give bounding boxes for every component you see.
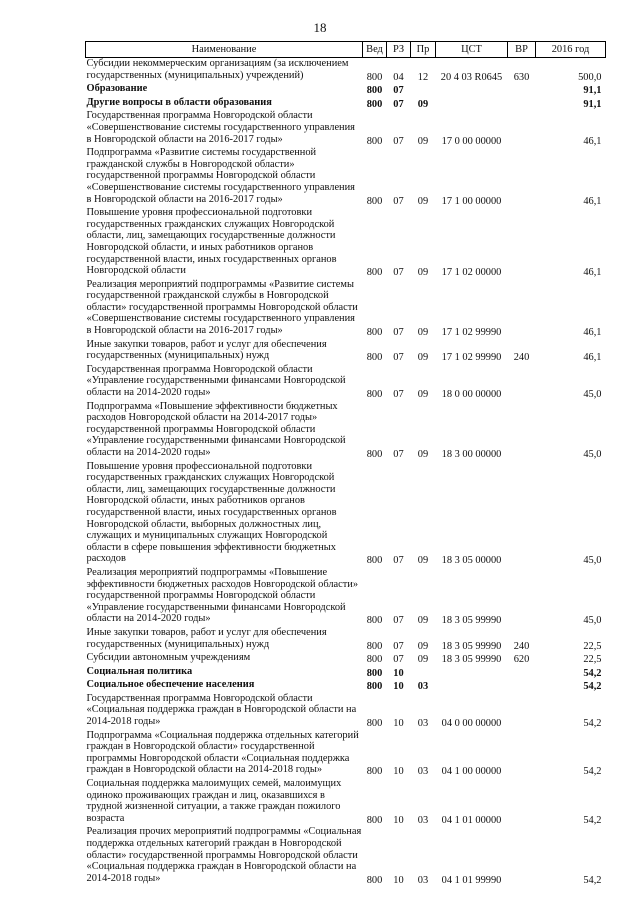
cell-rz: 10	[393, 667, 404, 679]
cell-vr	[508, 97, 536, 111]
cell-amount: 91,1	[583, 98, 602, 110]
budget-table	[85, 41, 606, 886]
cell-name: Субсидии некоммерческим организациям (за исключением государственных (муниципальных) учреждений)	[86, 58, 349, 81]
cell-amount: 54,2	[583, 667, 602, 679]
cell-amount: 54,2	[583, 874, 602, 886]
cell-vr	[508, 778, 536, 826]
cell-rz: 07	[393, 615, 404, 627]
cell-cst: 17 1 02 00000	[441, 267, 502, 279]
cell-cst: 04 0 00 00000	[441, 718, 502, 730]
table-row	[86, 679, 606, 693]
cell-pr: 09	[417, 195, 429, 207]
cell-pr: 03	[417, 814, 429, 826]
cell-vr	[508, 693, 536, 730]
cell-name: Повышение уровня профессиональной подготовки государственных гражданских служащих Новгородской области, лиц, замещающих государственные должности Новгородской области, и иных работников органов государственной власти, иных государственных органов Новгородской области	[86, 207, 337, 277]
cell-pr: 09	[417, 135, 429, 147]
cell-vr	[508, 110, 536, 147]
cell-rz: 07	[393, 352, 404, 364]
cell-ved: 800	[366, 71, 383, 83]
table-row	[86, 279, 606, 339]
cell-vr: 620	[513, 654, 530, 666]
cell-amount: 46,1	[583, 267, 602, 279]
cell-ved: 800	[366, 667, 383, 679]
cell-pr	[411, 666, 436, 680]
cell-rz: 07	[393, 640, 404, 652]
cell-ved: 800	[366, 766, 383, 778]
cell-pr: 03	[417, 718, 429, 730]
cell-cst: 18 3 05 99990	[441, 615, 502, 627]
cell-amount: 54,2	[583, 766, 602, 778]
cell-vr	[508, 666, 536, 680]
cell-rz: 07	[393, 85, 404, 97]
header-ved: Вед	[363, 42, 387, 58]
cell-amount: 22,5	[583, 640, 602, 652]
cell-name: Реализация мероприятий подпрограммы «Повышение эффективности бюджетных расходов Новгородской области» государственной программы Новгородской области «Управление государственными финансами Новгородской области на 2014-2020 годы»	[86, 566, 359, 625]
table-row	[86, 207, 606, 279]
cell-cst	[436, 679, 508, 693]
cell-name: Государственная программа Новгородской области «Совершенствование системы государственного управления в Новгородской области на 2016-2017 годы»	[86, 110, 355, 145]
cell-cst	[436, 83, 508, 97]
cell-rz: 10	[393, 814, 404, 826]
cell-name: Иные закупки товаров, работ и услуг для обеспечения государственных (муниципальных) нужд	[86, 338, 327, 362]
table-row	[86, 364, 606, 401]
cell-vr	[508, 567, 536, 627]
cell-pr: 03	[417, 766, 429, 778]
cell-cst: 04 1 01 00000	[441, 814, 502, 826]
cell-ved: 800	[366, 814, 383, 826]
table-row	[86, 58, 606, 84]
table-row	[86, 401, 606, 461]
cell-amount: 46,1	[583, 195, 602, 207]
cell-name: Государственная программа Новгородской области «Социальная поддержка граждан в Новгородской области на 2014-2018 годы»	[86, 692, 357, 728]
cell-cst	[436, 666, 508, 680]
cell-pr: 03	[417, 681, 429, 693]
cell-name: Образование	[86, 83, 148, 95]
cell-vr	[508, 679, 536, 693]
cell-amount: 45,0	[583, 449, 602, 460]
cell-cst: 18 3 00 00000	[441, 449, 502, 460]
cell-pr: 09	[417, 654, 429, 666]
cell-cst: 18 3 05 99990	[441, 654, 502, 666]
cell-pr: 09	[417, 98, 429, 110]
cell-cst: 04 1 00 00000	[441, 766, 502, 778]
cell-amount: 46,1	[583, 327, 602, 339]
table-row	[86, 627, 606, 652]
header-vr: ВР	[508, 42, 536, 58]
cell-amount: 54,2	[583, 681, 602, 693]
table-body	[86, 58, 606, 887]
cell-vr: 240	[513, 352, 530, 364]
table-row	[86, 778, 606, 826]
cell-ved: 800	[366, 135, 383, 147]
cell-ved: 800	[366, 555, 383, 567]
cell-rz: 07	[393, 654, 404, 666]
cell-pr: 03	[417, 874, 429, 886]
cell-cst: 18 0 00 00000	[441, 389, 502, 401]
cell-name: Социальное обеспечение населения	[86, 679, 255, 691]
header-name: Наименование	[86, 42, 363, 58]
cell-rz: 10	[393, 718, 404, 730]
cell-amount: 54,2	[583, 718, 602, 730]
cell-pr: 09	[417, 267, 429, 279]
header-amount: 2016 год	[536, 42, 606, 58]
cell-vr	[508, 461, 536, 567]
cell-cst: 17 1 02 99990	[441, 327, 502, 339]
cell-name: Социальная поддержка малоимущих семей, малоимущих одиноко проживающих граждан и лиц, оказавшихся в трудной жизненной ситуации, а также граждан пожилого возраста	[86, 778, 342, 824]
cell-vr	[508, 401, 536, 461]
cell-cst: 17 1 02 99990	[441, 352, 502, 364]
cell-pr	[411, 83, 436, 97]
table-row	[86, 826, 606, 886]
table-header	[86, 42, 606, 58]
cell-rz: 07	[393, 195, 404, 207]
cell-amount: 46,1	[583, 352, 602, 364]
table-row	[86, 567, 606, 627]
cell-pr: 12	[417, 71, 429, 83]
cell-pr: 09	[417, 555, 429, 567]
cell-vr: 240	[513, 640, 530, 652]
cell-name: Субсидии автономным учреждениям	[86, 652, 251, 664]
table-row	[86, 339, 606, 364]
cell-name: Повышение уровня профессиональной подготовки государственных гражданских служащих Новгородской области, лиц, замещающих государственные должности Новгородской области, иных работников органов государственной власти, иных государственных органов Новгородской области, выборных должностных лиц, служащих и муниципальных служащих Новгородской области в сфере повышения эффективности бюджетных расходов	[86, 460, 337, 565]
cell-rz: 10	[393, 681, 404, 693]
table-row	[86, 83, 606, 97]
cell-amount: 91,1	[583, 85, 602, 97]
cell-ved: 800	[366, 654, 383, 666]
cell-name: Подпрограмма «Повышение эффективности бюджетных расходов Новгородской области на 2014-2017 годы» государственной программы Новгородской области «Управление государственными финансами Новгородской области на 2014-2020 годы»	[86, 400, 346, 458]
header-pr: Пр	[411, 42, 436, 58]
cell-amount: 45,0	[583, 389, 602, 401]
cell-name: Социальная политика	[86, 665, 193, 677]
cell-name: Подпрограмма «Развитие системы государственной гражданской службы в Новгородской области» государственной программы Новгородской области «Совершенствование системы государственного управления в Новгородской области на 2016-2017 годы»	[86, 147, 355, 205]
cell-rz: 07	[393, 389, 404, 401]
cell-vr	[508, 83, 536, 97]
cell-ved: 800	[366, 195, 383, 207]
cell-cst: 18 3 05 00000	[441, 555, 502, 567]
cell-amount: 22,5	[583, 654, 602, 666]
cell-name: Другие вопросы в области образования	[86, 96, 272, 108]
cell-rz: 07	[393, 98, 404, 110]
cell-cst: 20 4 03 R0645	[440, 71, 503, 83]
cell-cst	[436, 97, 508, 111]
cell-ved: 800	[366, 681, 383, 693]
cell-rz: 10	[393, 874, 404, 886]
table-row	[86, 97, 606, 111]
cell-name: Реализация мероприятий подпрограммы «Развитие системы государственной гражданской службы в Новгородской области» государственной программы Новгородской области «Совершенствование системы государственного управления в Новгородской области на 2016-2017 годы»	[86, 278, 358, 337]
cell-cst: 04 1 01 99990	[441, 874, 502, 886]
cell-ved: 800	[366, 85, 383, 97]
cell-cst: 17 1 00 00000	[441, 195, 502, 207]
cell-name: Иные закупки товаров, работ и услуг для обеспечения государственных (муниципальных) нужд	[86, 626, 327, 650]
cell-vr	[508, 279, 536, 339]
cell-pr: 09	[417, 327, 429, 339]
cell-amount: 54,2	[583, 814, 602, 826]
cell-ved: 800	[366, 352, 383, 364]
cell-rz: 07	[393, 267, 404, 279]
cell-amount: 45,0	[583, 555, 602, 567]
table-row	[86, 652, 606, 666]
cell-ved: 800	[366, 640, 383, 652]
cell-name: Подпрограмма «Социальная поддержка отдельных категорий граждан в Новгородской области» государственной программы Новгородской области «Социальная поддержка граждан в Новгородской области на 2014-2018 годы»	[86, 729, 359, 776]
cell-rz: 10	[393, 766, 404, 778]
cell-name: Государственная программа Новгородской области «Управление государственными финансами Новгородской области на 2014-2020 годы»	[86, 363, 346, 399]
cell-vr	[508, 730, 536, 778]
cell-rz: 07	[393, 555, 404, 567]
page-number: 18	[313, 20, 327, 35]
cell-cst: 17 0 00 00000	[441, 135, 502, 147]
header-cst: ЦСТ	[436, 42, 508, 58]
cell-vr	[508, 364, 536, 401]
cell-ved: 800	[366, 874, 383, 886]
cell-pr: 09	[417, 389, 429, 401]
header-rz: РЗ	[387, 42, 411, 58]
cell-ved: 800	[366, 449, 383, 460]
table-row	[86, 147, 606, 207]
cell-vr	[508, 826, 536, 886]
cell-pr: 09	[417, 615, 429, 627]
cell-ved: 800	[366, 98, 383, 110]
cell-ved: 800	[366, 389, 383, 401]
cell-amount: 46,1	[583, 135, 602, 147]
cell-amount: 500,0	[578, 71, 602, 83]
table-row	[86, 110, 606, 147]
cell-pr: 09	[417, 449, 429, 460]
cell-rz: 04	[393, 71, 404, 83]
cell-pr: 09	[417, 640, 429, 652]
cell-cst: 18 3 05 99990	[441, 640, 502, 652]
cell-pr: 09	[417, 352, 429, 364]
table-row	[86, 461, 606, 567]
cell-ved: 800	[366, 327, 383, 339]
cell-rz: 07	[393, 135, 404, 147]
cell-vr: 630	[513, 71, 530, 83]
cell-amount: 45,0	[583, 615, 602, 627]
cell-ved: 800	[366, 718, 383, 730]
header-row	[86, 42, 606, 58]
cell-vr	[508, 207, 536, 279]
cell-ved: 800	[366, 615, 383, 627]
table-row	[86, 666, 606, 680]
table-row	[86, 693, 606, 730]
cell-name: Реализация прочих мероприятий подпрограммы «Социальная поддержка отдельных категорий граждан в Новгородской области» государственной программы Новгородской области «Социальная поддержка граждан в Новгородской области на 2014-2018 годы»	[86, 826, 362, 884]
cell-rz: 07	[393, 327, 404, 339]
cell-vr	[508, 147, 536, 207]
table-row	[86, 730, 606, 778]
cell-ved: 800	[366, 267, 383, 279]
cell-rz: 07	[393, 449, 404, 460]
